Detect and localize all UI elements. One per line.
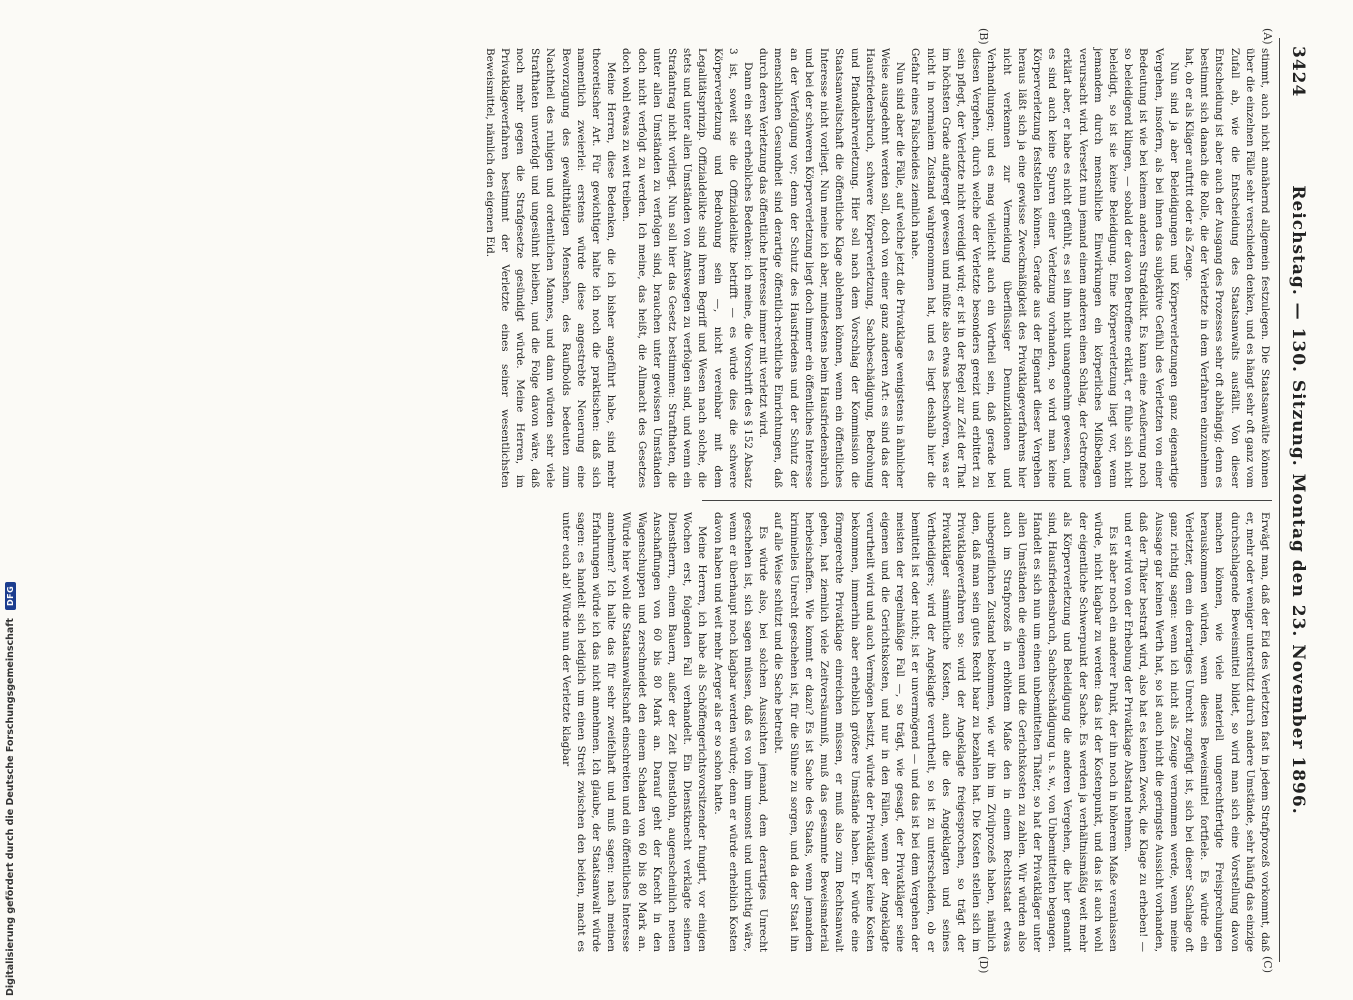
dfg-logo: DFG: [5, 582, 16, 610]
paragraph: Meine Herren, ich habe als Schöffengerichtsvorsitzender fungirt, vor einigen Wochen erst, folgenden Fall verhandelt. Ein Dienstknecht verklagte seinen Dienstherrn, einem Bauern, außer der Zeit Dienstlohn, augenscheinlich neuen Anschaffungen von 60 bis 80 Mark an. Darauf geht der Knecht in den Wagenschuppen und zerschneidet den einem Schaden von 60 bis 80 Mark an. Würde hier wohl die Staatsanwaltschaft einschreiten und ein öffentliches Interesse annehmen? Ich halte das für sehr zweifelhaft und muß sagen: nach meinen Erfahrungen würde ich das nicht annehmen. Ich glaube, der Staatsanwalt würde sagen: es handelt sich lediglich um einen Streit zwischen den beiden, macht es unter euch ab! Würde nun der Verletzte klagbar: [559, 512, 709, 952]
margin-marker-b: (B): [977, 28, 990, 45]
digitization-note: Digitalisierung gefördert durch die Deutsche Forschungsgemeinschaft: [4, 618, 16, 996]
margin-marker-d: (D): [977, 956, 990, 974]
paragraph: Erwägt man, daß der Eid des Verletzten fast in jedem Strafprozeß vorkommt, daß er, mehr oder weniger unterstützt durch andere Umstände, sehr häufig das einzige durchschlagende Beweismittel bildet, so wird man sich eine Vorstellung davon machen können, wie viele materiell ungerechtfertigte Freisprechungen herauskommen würden, wenn dieses Beweismittel fortfiele. Es würde ein Verletzter, dem ein derartiges Unrecht zugefügt ist, sich bei dieser Sachlage oft ganz richtig sagen: wenn ich nicht als Zeuge vernommen werde, wenn meine Aussage gar keinen Werth hat, so ist auch nicht die geringste Aussicht vorhanden, daß der Thäter bestraft wird, also hat es keinen Zweck, die Klage zu erheben! — und er wird von der Erhebung der Privatklage Abstand nehmen.: [1122, 512, 1271, 952]
paragraph: Nun sind aber die Fälle, auf welche jetzt die Privatklage wenigstens in ähnlicher Weise ausgedehnt werden soll, doch von einer ganz anderen Art: es sind das der Hausfriedensbruch, schwere Körperverletzung, Sachbeschädigung, Bedrohung und Pfandkehrverletzung. Hier soll nach dem Vorschlag der Kommission die Staatsanwaltschaft die öffentliche Klage ablehnen können, wenn ein öffentliches Interesse nicht vorliegt. Nun meine ich aber, mindestens beim Hausfriedensbruch und bei der schweren Körperverletzung liegt doch immer ein öffentliches Interesse an der Verfolgung vor; denn der Schutz des Hausfriedens und der Schutz der menschlichen Gesundheit sind derartige öffentlich-rechtliche Einrichtungen, daß durch deren Verletzung das öffentliche Interesse immer mit verletzt wird.: [757, 48, 907, 488]
rotated-page-content: [60, 28, 1310, 974]
header-rule: [1279, 38, 1280, 962]
digitization-footer: [2, 0, 18, 1000]
right-text-column: [559, 512, 1272, 952]
column-divider: [702, 500, 1272, 501]
margin-marker-a: (A): [1261, 28, 1274, 45]
page-title: Reichstag. — 130. Sitzung. Montag den 23. November 1896.: [1288, 185, 1308, 815]
paragraph: Meine Herren, diese Bedenken, die ich bisher angeführt habe, sind mehr theoretischer Art. Für gewichtiger halte ich noch die praktischen: daß sich namentlich zweierlei: erstens würde diese angestrebte Neuerung eine Bevorzugung des gewaltthätigen Menschen, des Raufbolds bedeuten zum Nachtheil des ruhigen und ordentlichen Mannes, und dann würden sehr viele Strafthaten unverfolgt und ungesühnt bleiben, und die Folge davon wäre, daß noch mehr gegen die Strafgesetze gesündigt würde. Meine Herren, im Privatklageverfahren bestimmt der Verletzte eines seiner wesentlichsten Beweismittel, nämlich den eigenen Eid.: [483, 48, 618, 488]
paragraph: Dann ein sehr erhebliches Bedenken: ich meine, die Vorschrift des § 152 Absatz 3 ist, soweit sie die Offizialdelikte betrifft — es würde dies die schwere Körperverletzung und Bedrohung sein —, nicht vereinbar mit dem Legalitätsprinzip. Offizialdelikte sind ihrem Begriff und Wesen nach solche, die stets und unter allen Umständen von Amtswegen zu verfolgen sind, und wenn ein Strafantrag nicht vorliegt. Nun soll hier das Gesetz bestimmen: Strafthaten, die unter allen Umständen zu verfolgen sind, brauchen unter gewissen Umständen doch nicht verfolgt zu werden. Ich meine, das heißt, die Allmacht des Gesetzes doch wohl etwas zu weit treiben.: [620, 48, 755, 488]
paragraph: Es ist aber noch ein anderer Punkt, der ihn noch in höherem Maße veranlassen würde, nicht klagbar zu werden: das ist der Kostenpunkt, und das ist auch wohl der eigentliche Schwerpunkt der Sache. Es werden ja verhältnismäßig weit mehr als Körperverletzung und Beleidigung die anderen Vergehen, die hier genannt sind, Hausfriedensbruch, Sachbeschädigung u. s. w., von Unbemittelten begangen. Handelt es sich nun um einen unbemittelten Thäter, so hat der Privatkläger unter allen Umständen die eigenen und die Gerichtskosten zu zahlen. Wir würden also auch im Strafprozeß in erhöhtem Maße den in einem Rechtsstaat etwas unbegreiflichen Zustand bekommen, wie wir ihn im Zivilprozeß haben, nämlich den, daß man sein gutes Recht baar zu bezahlen hat. Die Kosten stellen sich im Privatklageverfahren so: wird der Angeklagte freigesprochen, so trägt der Privatkläger sämmtliche Kosten, auch die des Angeklagten und seines Vertheidigers; wird der Angeklagte verurtheilt, so ist zu unterscheiden, ob er bemittelt ist oder nicht; ist er unvermögend — und das ist bei dem Vergehen der meisten der regelmäßige Fall —, so trägt, wie gesagt, der Privatkläger seine eigenen und die Gerichtskosten, und nur in den Fällen, wenn der Angeklagte verurtheilt wird und auch Vermögen besitzt, würde der Privatkläger keine Kosten bekommen, immerhin aber erheblich größere Umstände haben. Er würde eine förmgerechte Privatklage einreichen müssen, er muß also zum Rechtsanwalt gehen, hat ziemlich viele Zeitversäumniß, muß das gesammte Beweismaterial herbeischaffen. Wie kommt er dazu? Es ist Sache des Staats, wenn jemandem kriminelles Unrecht geschehen ist, für die Sühne zu sorgen, und da der Staat ihn auf alle Weise schützt und die Sache betreibt.: [772, 512, 1119, 952]
left-text-column: [483, 48, 1272, 488]
page-number: 3424: [1288, 46, 1308, 98]
paragraph: stimmt, auch nicht annähernd allgemein festzulegen. Die Staatsanwälte können über die einzelnen Fälle sehr verschieden denken, und es hängt sehr oft ganz vom Zufall ab, wie die Entscheidung des Staatsanwalts ausfällt. Von dieser Entscheidung ist aber auch der Ausgang des Prozesses sehr oft abhängig; denn es bestimmt sich danach die Rolle, die der Verletzte in dem Verfahren einzunehmen hat, ob er als Kläger auftritt oder als Zeuge.: [1182, 48, 1271, 488]
margin-marker-c: (C): [1261, 956, 1274, 973]
paragraph: Nun sind ja aber Beleidigungen und Körperverletzungen ganz eigenartige Vergehen, insofern, als bei ihnen das subjektive Gefühl des Verletzten von einer Bedeutung ist wie bei keinem anderen Strafdelikt. Es kann eine Aeußerung noch so beleidigend klingen, — sobald der davon Betroffene erklärt, er fühle sich nicht beleidigt, so ist sie keine Beleidigung. Eine Körperverletzung liegt vor, wenn jemandem durch menschliche Einwirkungen ein körperliches Mißbehagen verursacht wird. Versetzt nun jemand einem anderen einen Schlag, der Getroffene erklärt aber, er habe es nicht gefühlt, es sei ihm nicht unangenehm gewesen, und es sind auch keine Spuren einer Verletzung vorhanden, so wird man keine Körperverletzung feststellen können. Gerade aus der Eigenart dieser Vergehen heraus läßt sich ja eine gewisse Zweckmäßigkeit des Privatklageverfahrens hier nicht verkennen zur Vermeidung überflüssiger Denunziationen und Verhandlungen; und es mag vielleicht auch ein Vortheil sein, daß gerade bei diesen Vergehen, durch welche der Verletzte besonders gereizt und erbittert zu sein pflegt, der Verletzte nicht vereidigt wird; er ist in der Regel zur Zeit der That im höchsten Grade aufgeregt gewesen und müßte also etwas beschwören, was er nicht in normalem Zustand wahrgenommen hat, und es liegt deshalb hier die Gefahr eines Falscheides ziemlich nahe.: [909, 48, 1180, 488]
page-header: [1280, 38, 1310, 962]
paragraph: Es würde also, bei solchen Aussichten jemand, dem derartiges Unrecht geschehen ist, sich sagen müssen, daß es von ihm umsonst und unrichtig wäre, wenn er überhaupt noch klagbar werden würde; denn er würde erheblich Kosten davon haben und weit mehr Aerger als er so schon hatte.: [711, 512, 770, 952]
